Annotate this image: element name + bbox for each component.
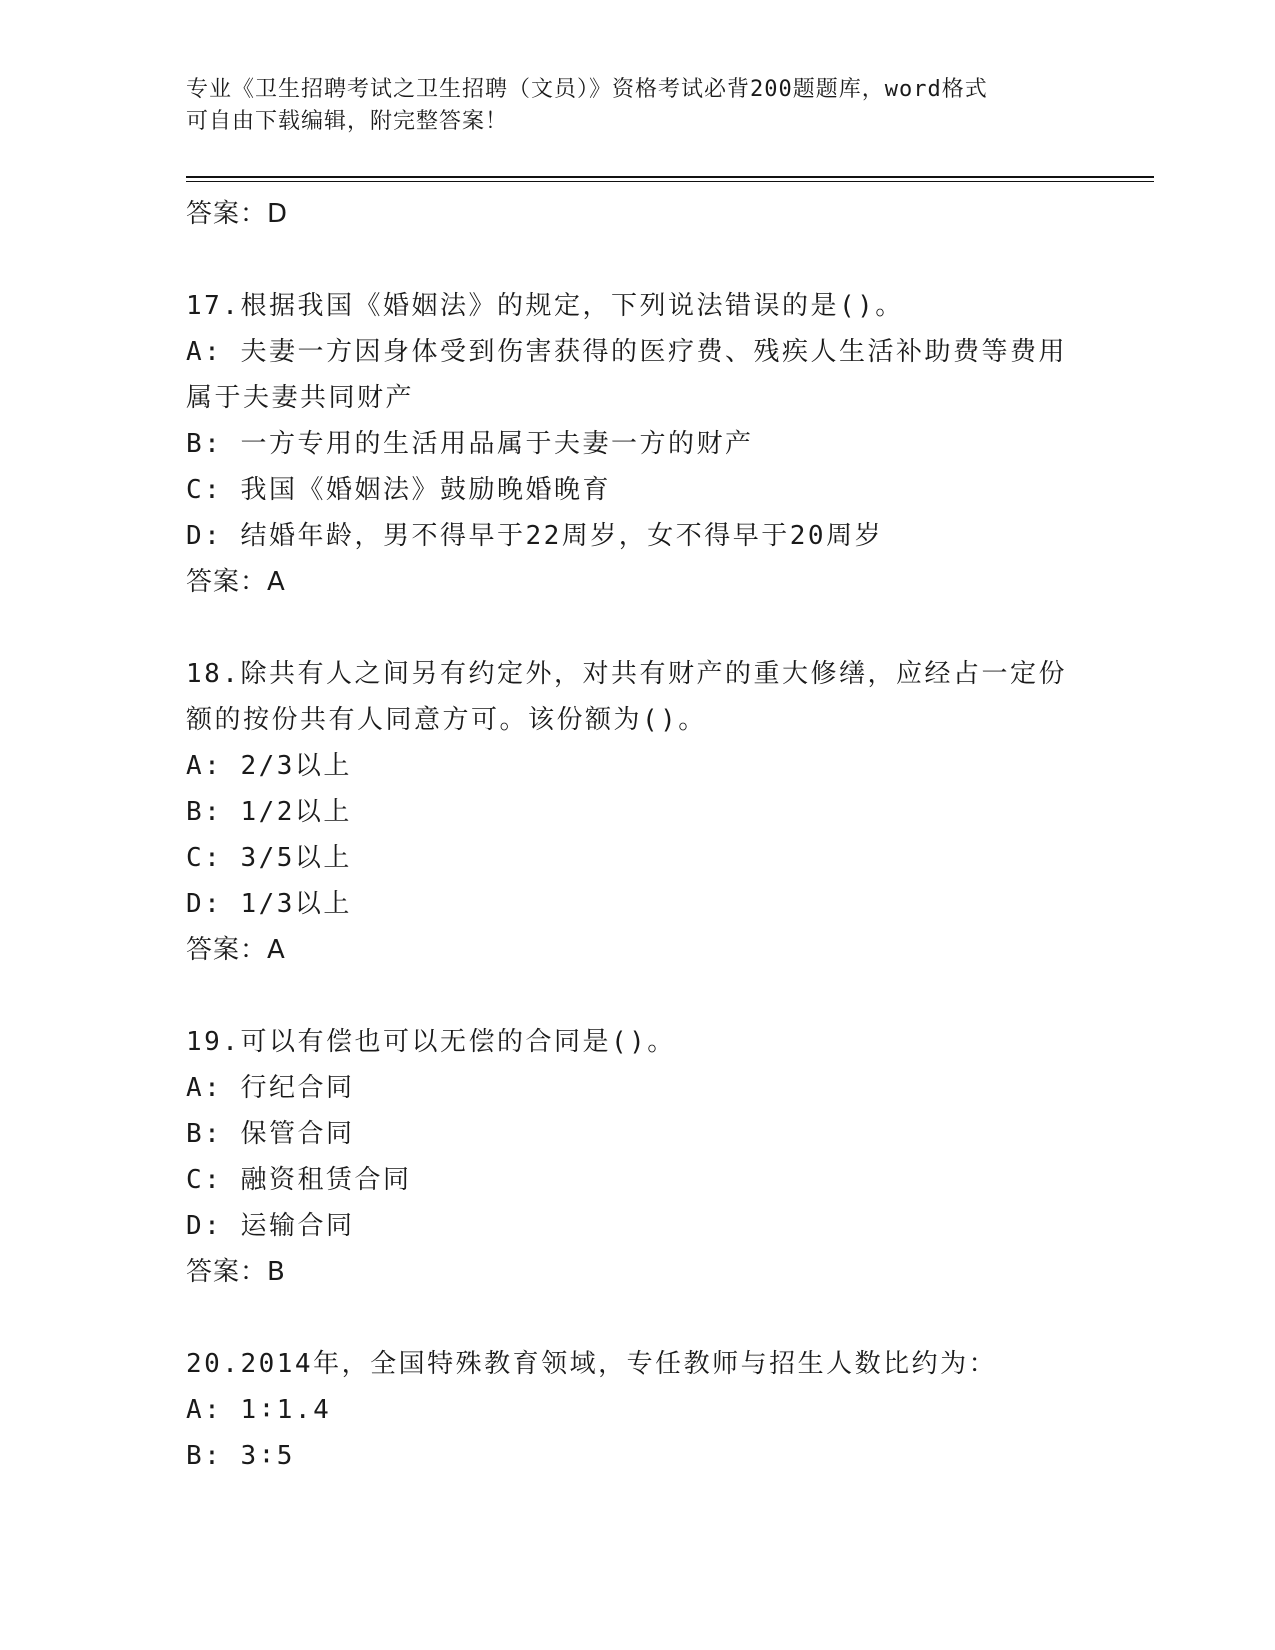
spacer	[186, 973, 1086, 1019]
option-line: A: 1∶1.4	[186, 1395, 332, 1425]
option-line: D: 运输合同	[186, 1211, 355, 1241]
question-block	[186, 651, 1086, 973]
option-line: A: 行纪合同	[186, 1073, 355, 1103]
option-line: B: 一方专用的生活用品属于夫妻一方的财产	[186, 429, 754, 459]
header-line: 专业《卫生招聘考试之卫生招聘（文员）》资格考试必背200题题库，word格式	[186, 77, 988, 102]
option-line: D: 1/3以上	[186, 889, 352, 919]
question-block	[186, 283, 1086, 605]
spacer	[186, 237, 1086, 283]
question-stem: 18.除共有人之间另有约定外，对共有财产的重大修缮，应经占一定份	[186, 659, 1067, 689]
spacer	[186, 605, 1086, 651]
question-stem: 20.2014年，全国特殊教育领域，专任教师与招生人数比约为：	[186, 1349, 998, 1379]
option-line: 属于夫妻共同财产	[186, 383, 415, 413]
header-line: 可自由下载编辑，附完整答案！	[186, 109, 509, 134]
option-line: B: 保管合同	[186, 1119, 355, 1149]
option-line: C: 我国《婚姻法》鼓励晚婚晚育	[186, 475, 611, 505]
header-rule	[186, 176, 1154, 178]
option-line: C: 融资租赁合同	[186, 1165, 412, 1195]
header-rule	[186, 181, 1154, 182]
option-line: A: 夫妻一方因身体受到伤害获得的医疗费、残疾人生活补助费等费用	[186, 337, 1067, 367]
option-line: B: 1/2以上	[186, 797, 352, 827]
option-line: D: 结婚年龄，男不得早于22周岁，女不得早于20周岁	[186, 521, 884, 551]
spacer	[186, 1295, 1086, 1341]
answer-line: 答案：B	[186, 1257, 286, 1287]
option-line: B: 3∶5	[186, 1441, 295, 1471]
question-block	[186, 1019, 1086, 1295]
answer-line: 答案：D	[186, 199, 289, 229]
document-header	[186, 74, 1066, 138]
question-stem: 额的按份共有人同意方可。该份额为()。	[186, 705, 707, 735]
question-stem: 17.根据我国《婚姻法》的规定，下列说法错误的是()。	[186, 291, 904, 321]
option-line: A: 2/3以上	[186, 751, 352, 781]
option-line: C: 3/5以上	[186, 843, 352, 873]
question-stem: 19.可以有偿也可以无偿的合同是()。	[186, 1027, 676, 1057]
answer-line: 答案：A	[186, 567, 286, 597]
question-block	[186, 1341, 1086, 1479]
answer-line: 答案：A	[186, 935, 286, 965]
question-list	[186, 191, 1086, 1479]
